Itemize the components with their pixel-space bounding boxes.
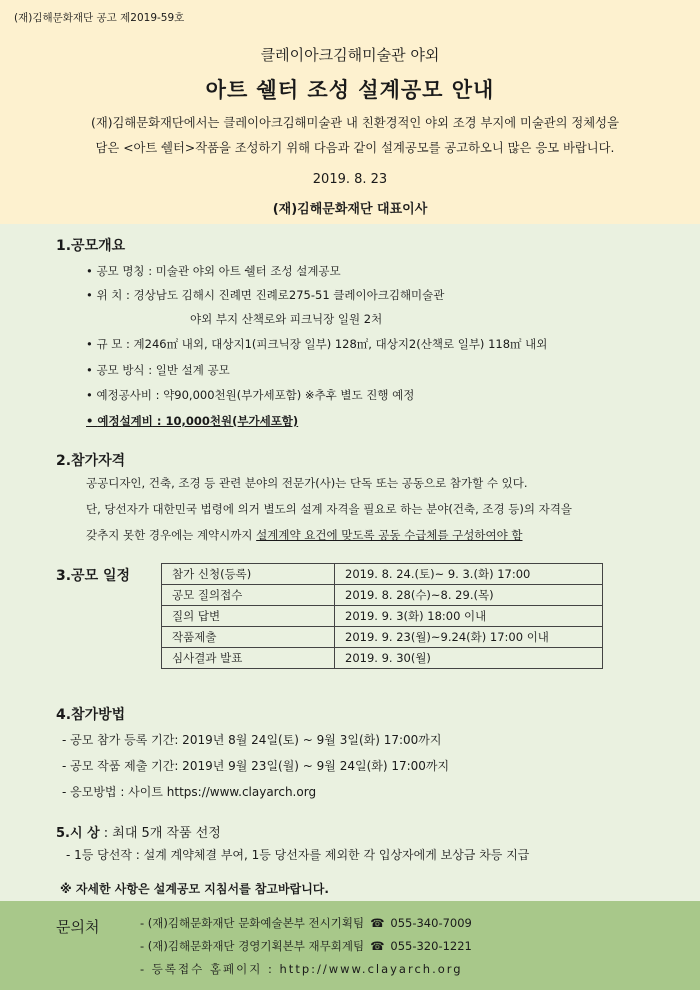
intro-text [40,111,670,161]
schedule-item: 참가 신청(등록) [162,564,335,585]
schedule-date: 2019. 9. 3(화) 18:00 이내 [335,606,603,627]
schedule-date: 2019. 9. 23(월)~9.24(화) 17:00 이내 [335,627,603,648]
overview-item: • 위 치 : 경상남도 김해시 진례면 진례로275-51 클레이아크김해미술관 [86,288,445,302]
schedule-date: 2019. 8. 28(수)~8. 29.(목) [335,585,603,606]
schedule-date: 2019. 9. 30(월) [335,648,603,669]
eligibility-line-3: 갖추지 못한 경우에는 계약시까지 설계계약 요건에 맞도록 공동 수급체를 구성하여야 함 [86,528,523,542]
table-row [162,606,603,627]
contact-row-website: - 등록접수 홈페이지 : http://www.clayarch.org [140,962,463,976]
schedule-table [161,563,603,669]
method-item: - 공모 작품 제출 기간: 2019년 9월 23일(월) ~ 9월 24일(화) 17:00까지 [62,759,450,773]
section-5-heading: 5.시 상 : 최대 5개 작품 선정 [56,826,221,841]
overview-item-design-fee: • 예정설계비 : 10,000천원(부가세포함) [86,414,299,428]
issuer: (재)김해문화재단 대표이사 [272,202,428,217]
table-row [162,585,603,606]
intro-line-1: (재)김해문화재단에서는 클레이아크김해미술관 내 친환경적인 야외 조경 부지에 미술관의 정체성을 [91,116,619,130]
table-row [162,648,603,669]
overview-item: • 공모 방식 : 일반 설계 공모 [86,363,230,377]
schedule-item: 공모 질의접수 [162,585,335,606]
table-row [162,627,603,648]
table-row [162,564,603,585]
section-2-heading: 2.참가자격 [56,453,126,469]
section-4-heading: 4.참가방법 [56,707,126,723]
overview-item: • 규 모 : 계246㎡ 내외, 대상지1(피크닉장 일부) 128㎡, 대상지2(산책로 일부) 118㎡ 내외 [86,337,548,351]
phone-icon: ☎ [370,916,385,930]
contact-row: - (재)김해문화재단 경영기획본부 재무회계팀 ☎ 055-320-1221 [140,939,472,953]
page-title: 아트 쉘터 조성 설계공모 안내 [205,78,495,102]
award-line: - 1등 당선작 : 설계 계약체결 부여, 1등 당선자를 제외한 각 입상자에게 보상금 차등 지급 [66,848,530,862]
schedule-date: 2019. 8. 24.(토)~ 9. 3.(화) 17:00 [335,564,603,585]
section-3-heading: 3.공모 일정 [56,568,131,584]
phone-icon: ☎ [370,939,385,953]
contact-label: 문의처 [56,918,100,936]
overview-item: • 공모 명칭 : 미술관 야외 아트 쉘터 조성 설계공모 [86,264,341,278]
method-item: - 응모방법 : 사이트 https://www.clayarch.org [62,785,317,799]
schedule-item: 작품제출 [162,627,335,648]
notice-date: 2019. 8. 23 [312,172,388,187]
intro-line-2: 담은 <아트 쉘터>작품을 조성하기 위해 다음과 같이 설계공모를 공고하오니 많은 응모 바랍니다. [95,141,615,155]
schedule-item: 심사결과 발표 [162,648,335,669]
section-1-heading: 1.공모개요 [56,238,126,254]
eligibility-line-2: 단, 당선자가 대한민국 법령에 의거 별도의 설계 자격을 필요로 하는 분야(건축, 조경 등)의 자격을 [86,502,572,516]
contact-row: - (재)김해문화재단 문화예술본부 전시기획팀 ☎ 055-340-7009 [140,916,472,930]
method-item: - 공모 참가 등록 기간: 2019년 8월 24일(토) ~ 9월 3일(화) 17:00까지 [62,733,442,747]
guideline-note: ※ 자세한 사항은 설계공모 지침서를 참고바랍니다. [60,882,329,896]
schedule-item: 질의 답변 [162,606,335,627]
notice-number: (재)김해문화재단 공고 제2019-59호 [14,12,185,24]
overview-item-continued: 야외 부지 산책로와 피크닉장 일원 2처 [190,312,383,326]
overview-item: • 예정공사비 : 약90,000천원(부가세포함) ※추후 별도 진행 예정 [86,388,415,402]
subtitle: 클레이아크김해미술관 야외 [260,46,440,64]
eligibility-line-1: 공공디자인, 건축, 조경 등 관련 분야의 전문가(사)는 단독 또는 공동으로 참가할 수 있다. [86,476,528,490]
